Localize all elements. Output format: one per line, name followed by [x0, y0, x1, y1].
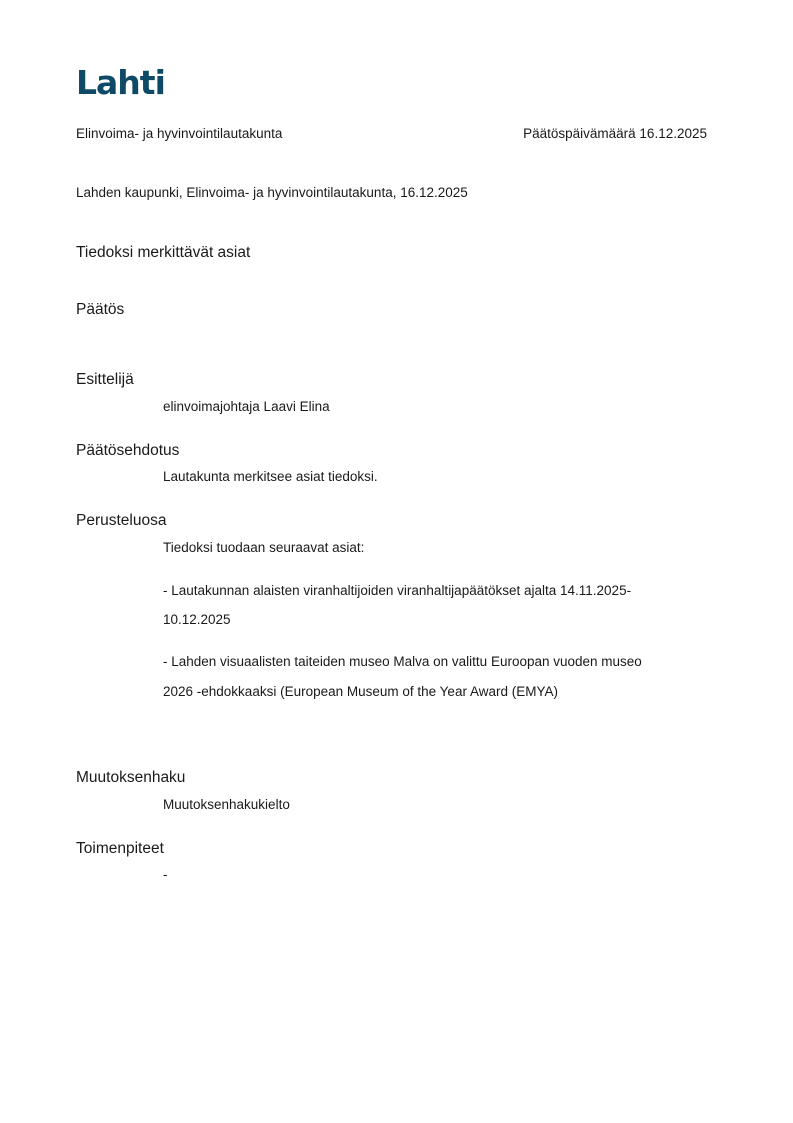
- reasoning-item1-line2: 10.12.2025: [163, 612, 231, 627]
- appeal-text: Muutoksenhakukielto: [163, 797, 290, 812]
- reasoning-item2-line2: 2026 -ehdokkaaksi (European Museum of the Year Award (EMYA): [163, 684, 558, 699]
- reasoning-heading: Perusteluosa: [76, 512, 167, 529]
- proposal-text: Lautakunta merkitsee asiat tiedoksi.: [163, 469, 378, 484]
- reasoning-item1-line1: - Lautakunnan alaisten viranhaltijoiden viranhaltijapäätökset ajalta 14.11.2025-: [163, 583, 632, 598]
- proposal-heading: Päätösehdotus: [76, 442, 180, 459]
- reasoning-intro: Tiedoksi tuodaan seuraavat asiat:: [163, 540, 365, 555]
- presenter-heading: Esittelijä: [76, 371, 134, 388]
- actions-heading: Toimenpiteet: [76, 840, 164, 857]
- header-decision-date: Päätöspäivämäärä 16.12.2025: [523, 126, 707, 141]
- meeting-line: Lahden kaupunki, Elinvoima- ja hyvinvointilautakunta, 16.12.2025: [76, 185, 468, 200]
- reasoning-item2-line1: - Lahden visuaalisten taiteiden museo Malva on valittu Euroopan vuoden museo: [163, 654, 642, 669]
- header-organization: Elinvoima- ja hyvinvointilautakunta: [76, 126, 283, 141]
- appeal-heading: Muutoksenhaku: [76, 769, 186, 786]
- lahti-logo: [76, 66, 168, 98]
- presenter-text: elinvoimajohtaja Laavi Elina: [163, 399, 330, 414]
- page-title: Tiedoksi merkittävät asiat: [76, 244, 251, 261]
- actions-text: -: [163, 867, 168, 882]
- lahti-logo-mark: [76, 66, 168, 98]
- decision-heading: Päätös: [76, 301, 125, 318]
- logo-text: Lahti: [76, 66, 165, 98]
